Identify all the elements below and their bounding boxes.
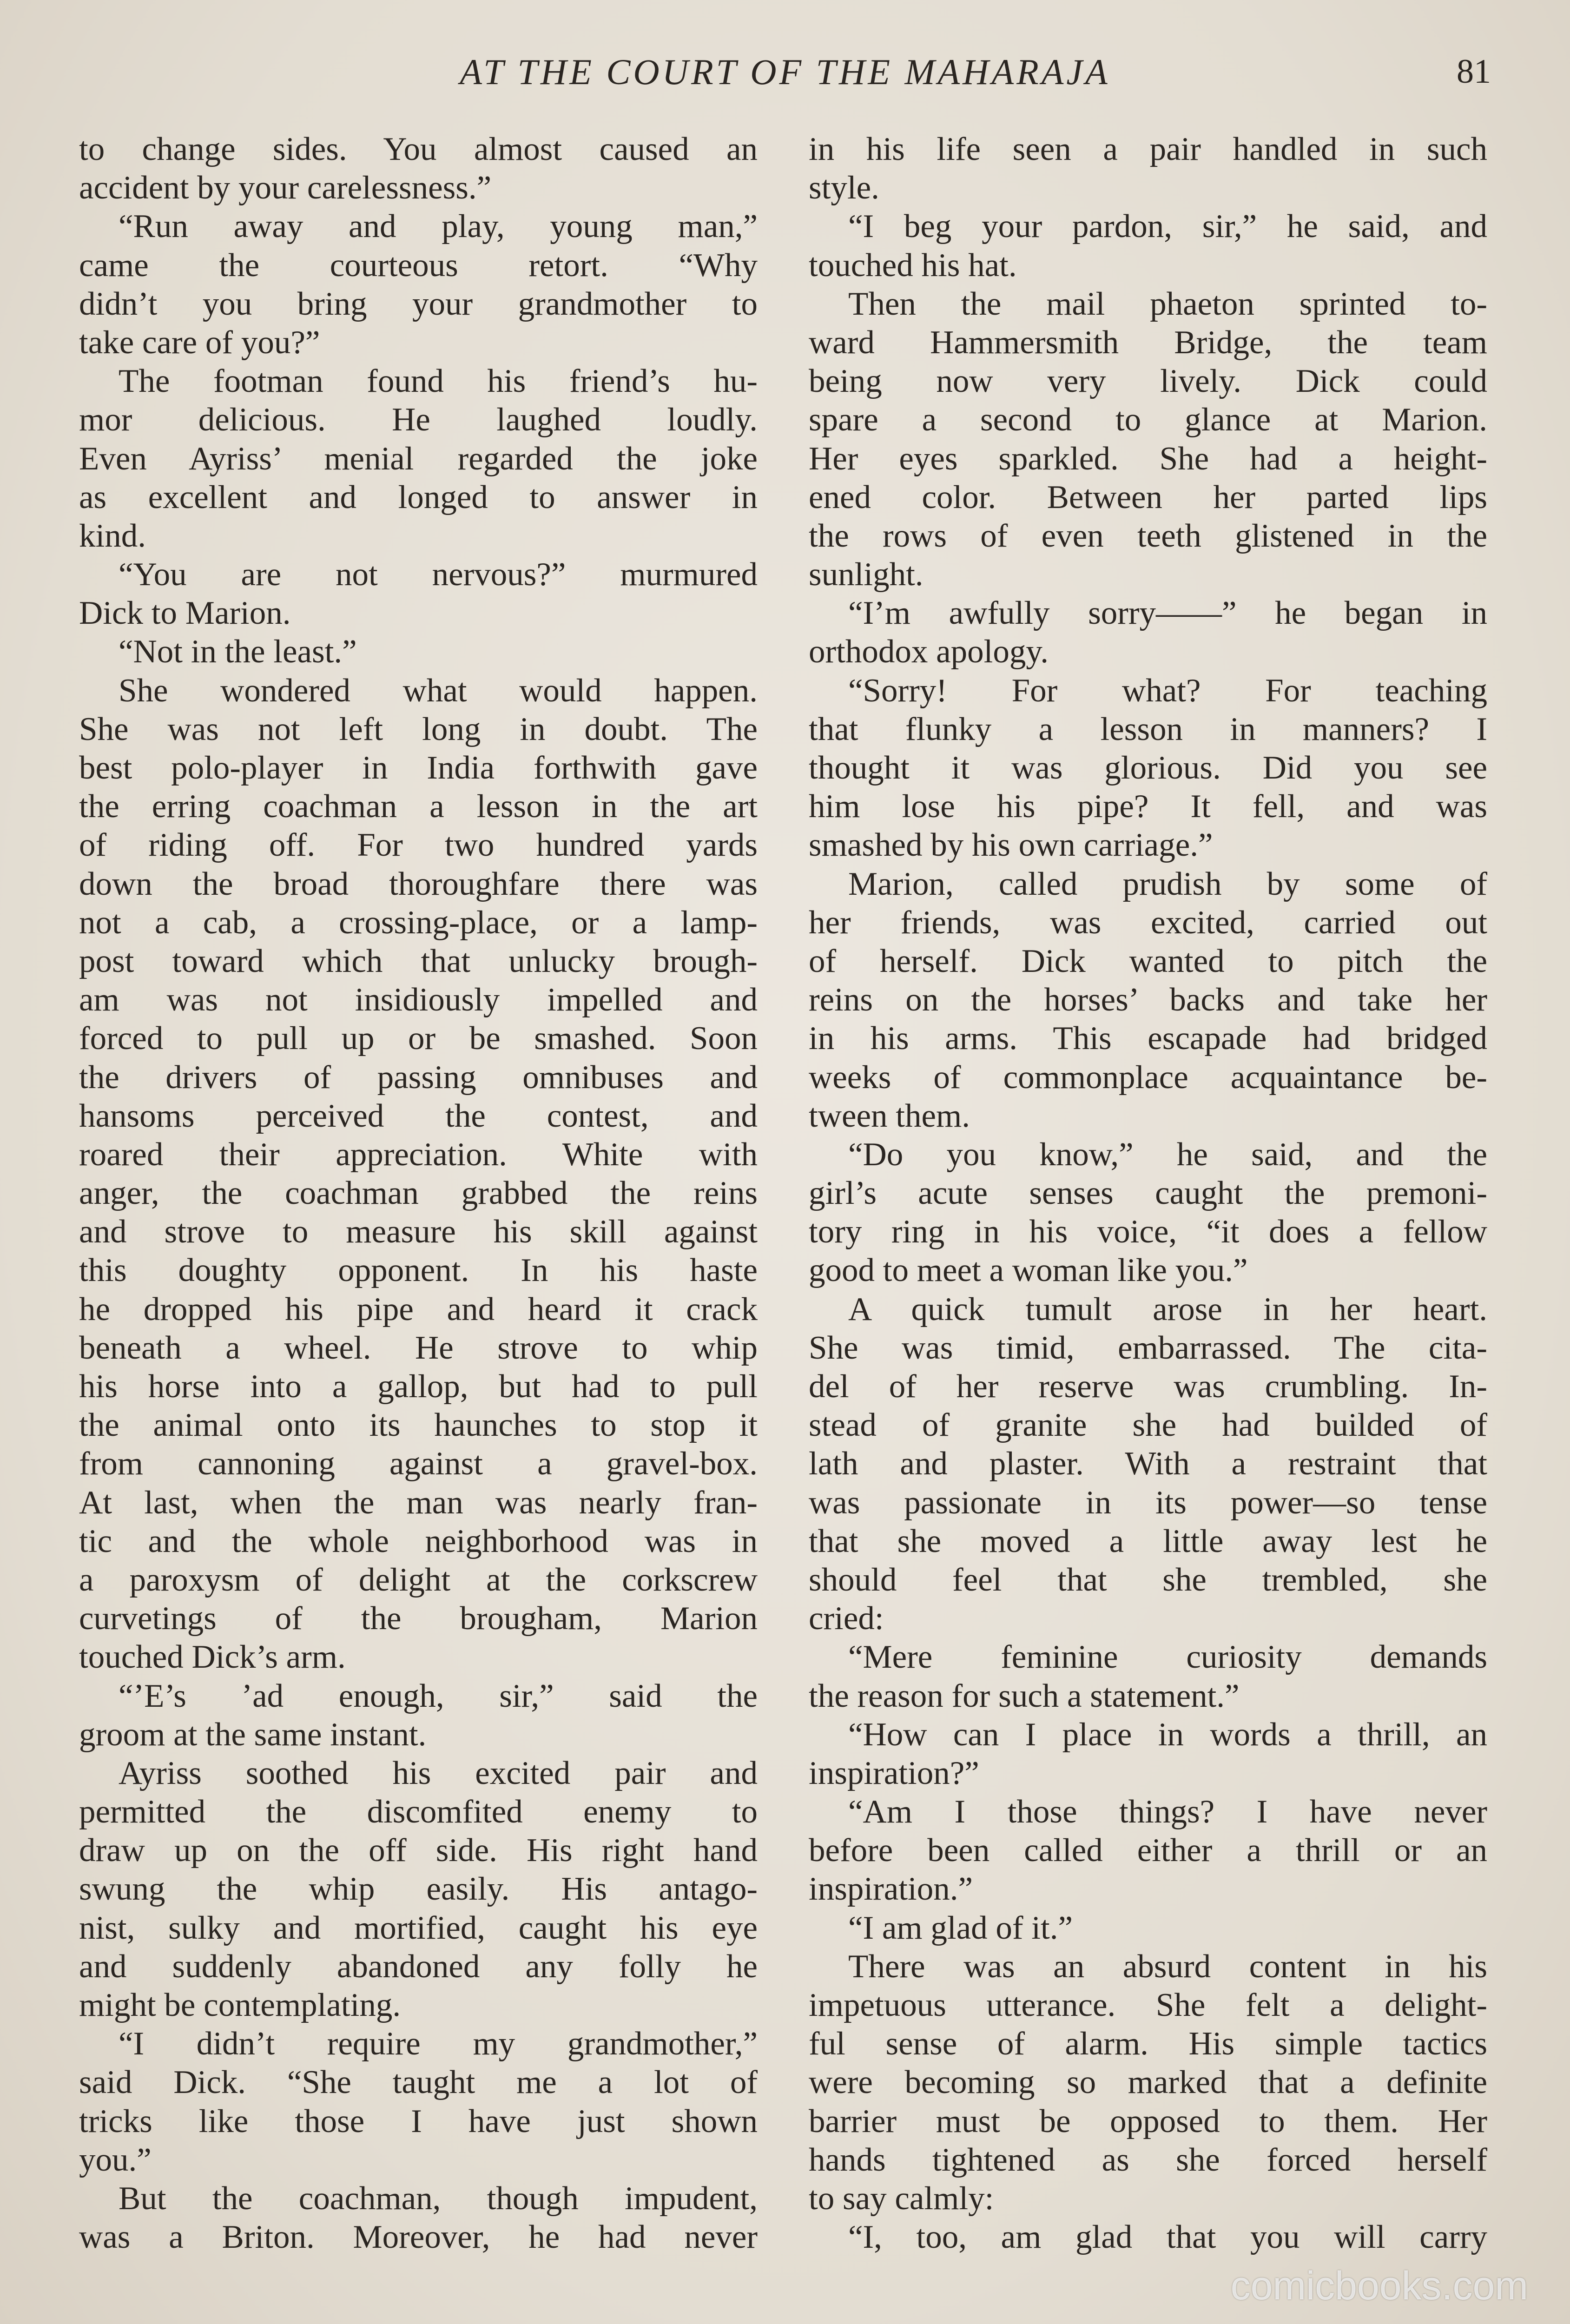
text-line: the drivers of passing omnibuses and [79, 1059, 758, 1096]
text-line: She wondered what would happen. [119, 672, 758, 709]
text-line: She was not left long in doubt. The [79, 711, 758, 747]
text-line: “Run away and play, young man,” [119, 208, 758, 245]
text-line: draw up on the off side. His right hand [79, 1832, 758, 1869]
text-line: Then the mail phaeton sprinted to- [848, 285, 1487, 322]
text-line: to say calmly: [809, 2180, 994, 2217]
text-line: “You are not nervous?” murmured [119, 556, 758, 593]
page-number: 81 [1457, 53, 1491, 91]
text-line: from cannoning against a gravel-box. [79, 1446, 758, 1482]
text-line: del of her reserve was crumbling. In- [809, 1368, 1487, 1405]
text-line: this doughty opponent. In his haste [79, 1252, 758, 1289]
text-line: She was timid, embarrassed. The cita- [809, 1329, 1487, 1366]
text-line: ward Hammersmith Bridge, the team [809, 324, 1487, 361]
text-line: touched Dick’s arm. [79, 1639, 346, 1676]
text-line: said Dick. “She taught me a lot of [79, 2064, 758, 2101]
text-line: Ayriss soothed his excited pair and [119, 1755, 758, 1791]
text-line: reins on the horses’ backs and take her [809, 982, 1487, 1018]
text-line: he dropped his pipe and heard it crack [79, 1291, 758, 1327]
text-line: tween them. [809, 1097, 970, 1134]
text-line: his horse into a gallop, but had to pull [79, 1368, 758, 1405]
text-line: “I, too, am glad that you will carry [848, 2219, 1487, 2256]
text-line: stead of granite she had builded of [809, 1407, 1487, 1444]
text-line: thought it was glorious. Did you see [809, 750, 1487, 786]
text-line: in his life seen a pair handled in such [809, 131, 1487, 167]
text-line: good to meet a woman like you.” [809, 1252, 1248, 1289]
text-line: you.” [79, 2141, 152, 2178]
text-line: am was not insidiously impelled and [79, 982, 758, 1018]
text-line: beneath a wheel. He strove to whip [79, 1329, 758, 1366]
text-line: as excellent and longed to answer in [79, 479, 758, 515]
text-line: impetuous utterance. She felt a delight- [809, 1987, 1487, 2023]
text-line: hansoms perceived the contest, and [79, 1097, 758, 1134]
text-line: post toward which that unlucky brough- [79, 943, 758, 979]
text-line: were becoming so marked that a definite [809, 2064, 1487, 2101]
text-line: spare a second to glance at Marion. [809, 402, 1487, 438]
text-line: permitted the discomfited enemy to [79, 1794, 758, 1830]
text-line: came the courteous retort. “Why [79, 247, 758, 284]
text-line: swung the whip easily. His antago- [79, 1871, 758, 1908]
text-line: hands tightened as she forced herself [809, 2141, 1487, 2178]
text-line: “’E’s ’ad enough, sir,” said the [119, 1677, 758, 1714]
text-line: style. [809, 170, 879, 206]
text-line: mor delicious. He laughed loudly. [79, 402, 758, 438]
text-line: best polo-player in India forthwith gave [79, 750, 758, 786]
text-line: “How can I place in words a thrill, an [848, 1716, 1487, 1753]
text-line: should feel that she trembled, she [809, 1561, 1487, 1598]
text-line: The footman found his friend’s hu- [119, 363, 758, 400]
running-title: AT THE COURT OF THE MAHARAJA [460, 52, 1110, 92]
text-line: tic and the whole neighborhood was in [79, 1523, 758, 1559]
text-line: take care of you?” [79, 324, 320, 361]
text-line: But the coachman, though impudent, [119, 2180, 758, 2217]
watermark: comicbooks.com [1230, 2264, 1528, 2308]
text-line: anger, the coachman grabbed the reins [79, 1175, 758, 1212]
text-line: her friends, was excited, carried out [809, 904, 1487, 941]
text-line: was a Briton. Moreover, he had never [79, 2219, 758, 2256]
text-line: the reason for such a statement.” [809, 1677, 1240, 1714]
text-line: didn’t you bring your grandmother to [79, 285, 758, 322]
text-line: Marion, called prudish by some of [848, 865, 1487, 902]
text-line: “Not in the least.” [119, 634, 357, 670]
text-line: orthodox apology. [809, 634, 1049, 670]
text-line: There was an absurd content in his [848, 1948, 1487, 1985]
text-line: A quick tumult arose in her heart. [848, 1291, 1487, 1327]
right-column [809, 130, 1487, 2257]
text-line: “Am I those things? I have never [848, 1794, 1487, 1830]
text-line: ful sense of alarm. His simple tactics [809, 2026, 1487, 2062]
text-line: him lose his pipe? It fell, and was [809, 788, 1487, 825]
text-line: before been called either a thrill or an [809, 1832, 1487, 1869]
text-line: “Sorry! For what? For teaching [848, 672, 1487, 709]
text-line: that she moved a little away lest he [809, 1523, 1487, 1559]
text-line: the rows of even teeth glistened in the [809, 517, 1487, 554]
text-line: of herself. Dick wanted to pitch the [809, 943, 1487, 979]
text-line: down the broad thoroughfare there was [79, 865, 758, 902]
text-line: forced to pull up or be smashed. Soon [79, 1020, 758, 1057]
text-line: to change sides. You almost caused an [79, 131, 758, 167]
text-line: and strove to measure his skill against [79, 1214, 758, 1250]
text-line: “Mere feminine curiosity demands [848, 1639, 1487, 1676]
page-header [79, 46, 1491, 102]
text-line: touched his hat. [809, 247, 1017, 284]
text-line: roared their appreciation. White with [79, 1136, 758, 1173]
text-line: a paroxysm of delight at the corkscrew [79, 1561, 758, 1598]
text-line: Her eyes sparkled. She had a height- [809, 440, 1487, 477]
text-line: tory ring in his voice, “it does a fellow [809, 1214, 1487, 1250]
text-line: was passionate in its power—so tense [809, 1484, 1487, 1521]
text-line: “I am glad of it.” [848, 1909, 1073, 1946]
text-line: “I’m awfully sorry——” he began in [848, 595, 1487, 632]
text-line: girl’s acute senses caught the premoni- [809, 1175, 1487, 1212]
text-line: smashed by his own carriage.” [809, 827, 1213, 864]
text-line: weeks of commonplace acquaintance be- [809, 1059, 1487, 1096]
text-line: “I didn’t require my grandmother,” [119, 2026, 758, 2062]
text-line: “Do you know,” he said, and the [848, 1136, 1487, 1173]
text-line: the animal onto its haunches to stop it [79, 1407, 758, 1444]
text-line: accident by your carelessness.” [79, 170, 492, 206]
text-line: sunlight. [809, 556, 924, 593]
text-line: inspiration.” [809, 1871, 973, 1908]
text-line: curvetings of the brougham, Marion [79, 1600, 758, 1637]
text-line: in his arms. This escapade had bridged [809, 1020, 1487, 1057]
text-line: barrier must be opposed to them. Her [809, 2103, 1487, 2139]
text-line: the erring coachman a lesson in the art [79, 788, 758, 825]
text-line: being now very lively. Dick could [809, 363, 1487, 400]
text-line: At last, when the man was nearly fran- [79, 1484, 758, 1521]
text-line: nist, sulky and mortified, caught his eye [79, 1909, 758, 1946]
text-line: cried: [809, 1600, 884, 1637]
text-line: that flunky a lesson in manners? I [809, 711, 1487, 747]
text-line: lath and plaster. With a restraint that [809, 1446, 1487, 1482]
text-line: not a cab, a crossing-place, or a lamp- [79, 904, 758, 941]
text-line: tricks like those I have just shown [79, 2103, 758, 2139]
text-line: might be contemplating. [79, 1987, 401, 2023]
text-line: kind. [79, 517, 146, 554]
text-line: Dick to Marion. [79, 595, 291, 632]
text-line: inspiration?” [809, 1755, 979, 1791]
text-line: Even Ayriss’ menial regarded the joke [79, 440, 758, 477]
left-column [79, 130, 758, 2257]
text-line: groom at the same instant. [79, 1716, 427, 1753]
text-line: of riding off. For two hundred yards [79, 827, 758, 864]
text-line: ened color. Between her parted lips [809, 479, 1487, 515]
text-line: and suddenly abandoned any folly he [79, 1948, 758, 1985]
text-line: “I beg your pardon, sir,” he said, and [848, 208, 1487, 245]
